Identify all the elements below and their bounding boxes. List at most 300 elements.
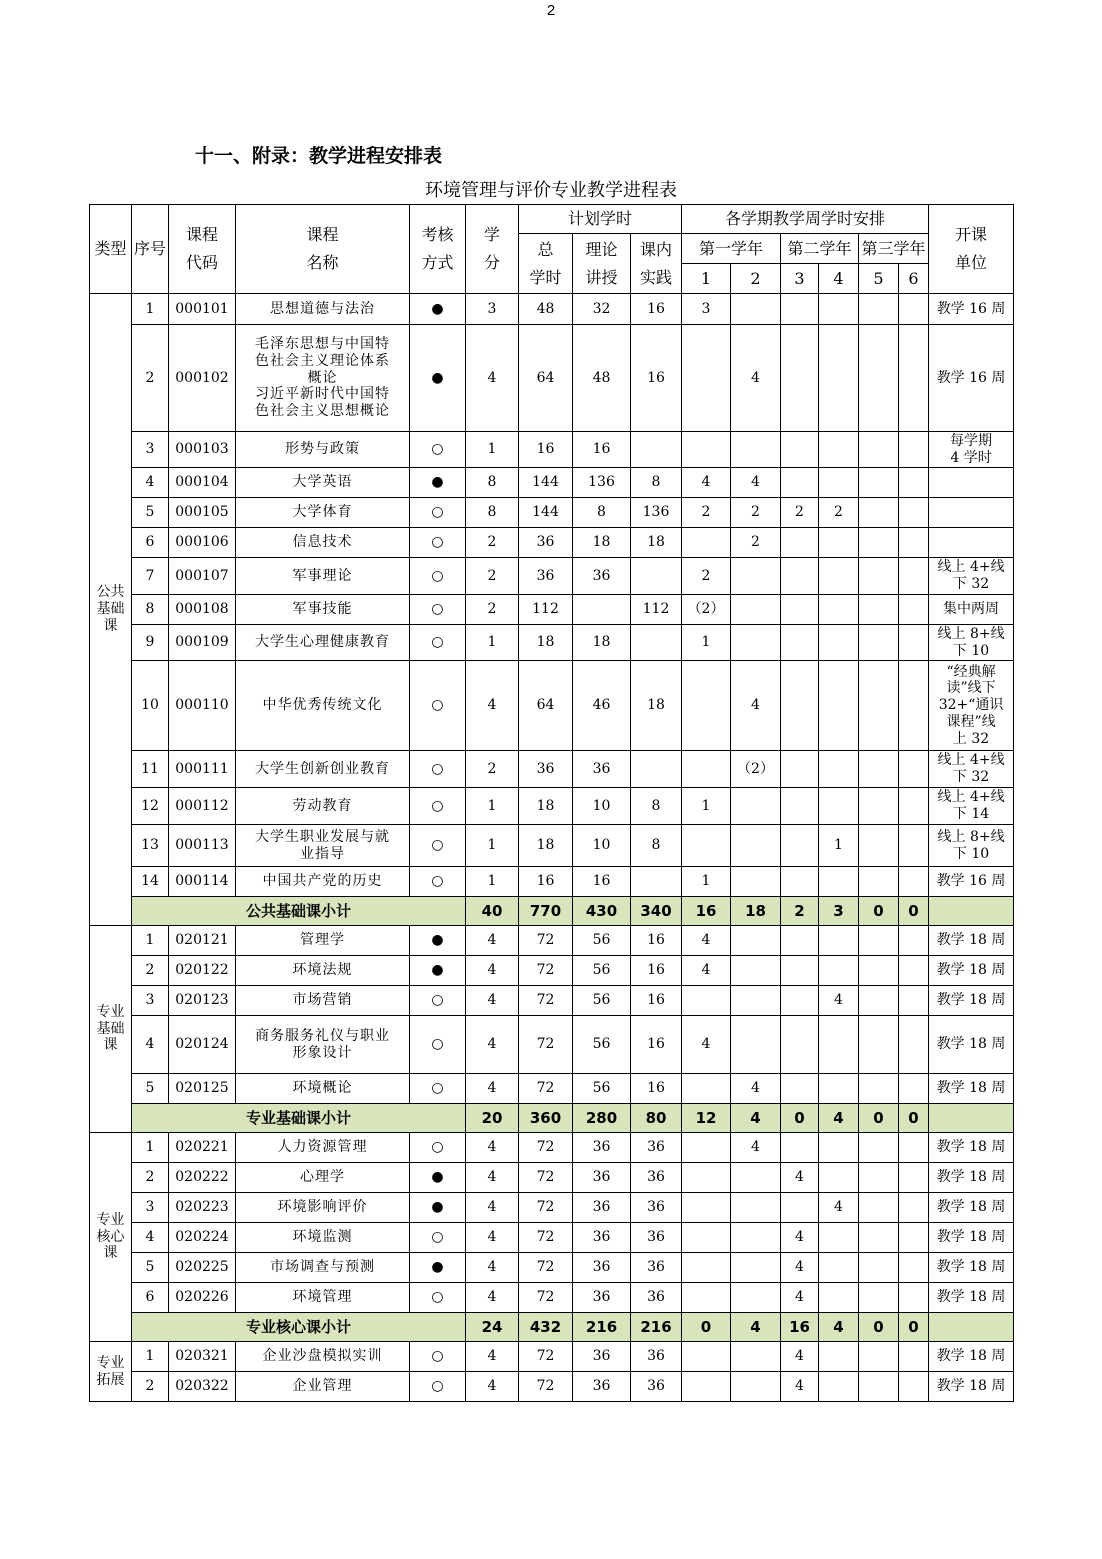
course-name-line: 中国共产党的历史	[262, 873, 383, 890]
theory-hours: 56	[573, 926, 631, 956]
course-code: 020223	[169, 1193, 236, 1223]
total-hours: 36	[519, 751, 573, 788]
header-assess-line1: 考核	[421, 225, 454, 244]
term-hours	[859, 1223, 899, 1253]
theory-hours	[573, 595, 631, 625]
term-hours	[899, 325, 929, 432]
header-credit-line2: 分	[483, 253, 500, 272]
seq-cell: 5	[132, 1253, 169, 1283]
course-code: 000113	[169, 825, 236, 867]
seq-cell: 4	[132, 1223, 169, 1253]
practice-hours	[631, 432, 682, 468]
practice-hours: 8	[631, 788, 682, 825]
term-hours	[899, 751, 929, 788]
course-code: 020321	[169, 1342, 236, 1372]
course-name	[236, 867, 410, 897]
term-hours	[859, 432, 899, 468]
subtotal-term: 16	[682, 897, 731, 926]
header-code-line1: 课程	[185, 225, 218, 244]
term-hours	[781, 325, 819, 432]
assessment-mark: ○	[410, 1223, 466, 1253]
unit-note	[929, 468, 1014, 498]
table-row	[90, 956, 1014, 986]
term-hours	[859, 625, 899, 661]
unit-note-line: 线上 8+线	[937, 828, 1005, 845]
term-hours	[819, 1342, 859, 1372]
term-hours	[819, 468, 859, 498]
unit-note	[929, 1133, 1014, 1163]
assessment-mark: ○	[410, 432, 466, 468]
unit-note	[929, 528, 1014, 558]
term-hours: 1	[682, 867, 731, 897]
header-term: 2	[731, 264, 781, 294]
term-hours	[731, 956, 781, 986]
term-hours: 3	[682, 294, 731, 325]
assessment-mark: ○	[410, 825, 466, 867]
practice-hours: 36	[631, 1253, 682, 1283]
term-hours	[731, 867, 781, 897]
term-hours: 4	[781, 1342, 819, 1372]
term-hours	[859, 825, 899, 867]
course-name	[236, 1133, 410, 1163]
term-hours: 4	[781, 1283, 819, 1313]
practice-hours: 112	[631, 595, 682, 625]
header-seq: 序号	[132, 205, 169, 294]
term-hours	[859, 468, 899, 498]
term-hours	[781, 1193, 819, 1223]
term-hours: 4	[682, 468, 731, 498]
course-name-line: 环境监测	[292, 1229, 353, 1246]
credit-cell: 4	[466, 986, 519, 1016]
unit-note-line: 下 14	[952, 806, 990, 822]
seq-cell: 1	[132, 294, 169, 325]
unit-note-line: 教学 18 周	[936, 1289, 1006, 1306]
unit-note-line: 集中两周	[943, 601, 1000, 618]
header-practice-line2: 实践	[639, 267, 672, 287]
unit-note-line: 教学 18 周	[936, 1036, 1006, 1053]
course-name	[236, 956, 410, 986]
term-hours	[899, 1074, 929, 1104]
credit-cell: 4	[466, 1133, 519, 1163]
practice-hours	[631, 625, 682, 661]
term-hours	[819, 1133, 859, 1163]
theory-hours: 18	[573, 625, 631, 661]
term-hours	[731, 595, 781, 625]
course-name	[236, 1193, 410, 1223]
theory-hours: 36	[573, 1372, 631, 1402]
course-type-line: 拓展	[96, 1371, 125, 1388]
course-name-line: 大学体育	[292, 504, 353, 521]
credit-cell: 4	[466, 325, 519, 432]
term-hours	[682, 1223, 731, 1253]
header-practice-line1: 课内	[639, 239, 672, 259]
header-term: 3	[781, 264, 819, 294]
total-hours: 144	[519, 468, 573, 498]
term-hours	[682, 751, 731, 788]
seq-cell: 3	[132, 986, 169, 1016]
total-hours: 18	[519, 788, 573, 825]
course-name-line: 环境法规	[292, 962, 353, 979]
assessment-mark: ○	[410, 1016, 466, 1074]
subtotal-practice: 340	[631, 897, 682, 926]
unit-note	[929, 986, 1014, 1016]
unit-note	[929, 788, 1014, 825]
term-hours: 2	[682, 498, 731, 528]
theory-hours: 56	[573, 1016, 631, 1074]
term-hours	[899, 625, 929, 661]
assessment-mark: ○	[410, 1342, 466, 1372]
theory-hours: 36	[573, 1253, 631, 1283]
theory-hours: 56	[573, 956, 631, 986]
course-name-line: 环境概论	[292, 1080, 353, 1097]
term-hours	[819, 528, 859, 558]
term-hours	[731, 294, 781, 325]
term-hours: 4	[819, 986, 859, 1016]
credit-cell: 4	[466, 1074, 519, 1104]
subtotal-theory: 216	[573, 1313, 631, 1342]
term-hours: （2）	[731, 751, 781, 788]
term-hours	[781, 751, 819, 788]
unit-note	[929, 825, 1014, 867]
term-hours: 4	[731, 661, 781, 751]
course-type-line: 课	[103, 1245, 118, 1262]
table-row	[90, 867, 1014, 897]
term-hours	[859, 325, 899, 432]
header-credit	[466, 205, 519, 294]
term-hours	[859, 498, 899, 528]
subtotal-row	[90, 1104, 1014, 1133]
seq-cell: 2	[132, 1163, 169, 1193]
table-row	[90, 926, 1014, 956]
table-row	[90, 825, 1014, 867]
unit-note	[929, 1223, 1014, 1253]
term-hours	[781, 986, 819, 1016]
assessment-mark: ●	[410, 1193, 466, 1223]
course-name-line: 大学生心理健康教育	[255, 634, 390, 651]
term-hours	[731, 1193, 781, 1223]
term-hours	[781, 1133, 819, 1163]
subtotal-term: 16	[781, 1313, 819, 1342]
practice-hours: 8	[631, 825, 682, 867]
course-name-line: 色社会主义理论体系	[255, 352, 390, 369]
table-row	[90, 751, 1014, 788]
header-code-line2: 代码	[185, 253, 218, 272]
credit-cell: 1	[466, 867, 519, 897]
theory-hours: 56	[573, 986, 631, 1016]
assessment-mark: ○	[410, 1372, 466, 1402]
course-name	[236, 1253, 410, 1283]
course-name	[236, 625, 410, 661]
term-hours	[859, 1133, 899, 1163]
term-hours	[819, 956, 859, 986]
header-assess-line2: 方式	[421, 253, 454, 272]
term-hours	[781, 558, 819, 595]
header-type: 类型	[90, 205, 132, 294]
unit-note-line: 下 10	[952, 845, 990, 862]
term-hours	[899, 926, 929, 956]
theory-hours: 36	[573, 1223, 631, 1253]
term-hours	[899, 432, 929, 468]
unit-note-line: 教学 18 周	[936, 1139, 1006, 1156]
assessment-mark: ○	[410, 788, 466, 825]
course-type-line: 公共	[96, 584, 125, 601]
subtotal-total: 770	[519, 897, 573, 926]
course-type-line: 专业	[96, 1354, 125, 1371]
header-name	[236, 205, 410, 294]
practice-hours: 16	[631, 325, 682, 432]
theory-hours: 18	[573, 528, 631, 558]
unit-note-line: 教学 16 周	[936, 300, 1006, 317]
unit-note	[929, 1163, 1014, 1193]
practice-hours	[631, 867, 682, 897]
seq-cell: 6	[132, 528, 169, 558]
table-row	[90, 325, 1014, 432]
term-hours	[819, 1016, 859, 1074]
unit-note	[929, 1253, 1014, 1283]
subtotal-term: 0	[859, 1104, 899, 1133]
term-hours	[899, 1193, 929, 1223]
header-practice	[631, 234, 682, 294]
total-hours: 72	[519, 1133, 573, 1163]
term-hours	[781, 468, 819, 498]
term-hours	[899, 1283, 929, 1313]
header-code	[169, 205, 236, 294]
course-name	[236, 788, 410, 825]
course-name-line: 大学生职业发展与就	[255, 828, 390, 845]
term-hours	[731, 825, 781, 867]
assessment-mark: ○	[410, 498, 466, 528]
total-hours: 72	[519, 1223, 573, 1253]
header-theory	[573, 234, 631, 294]
term-hours	[899, 294, 929, 325]
term-hours	[819, 1074, 859, 1104]
course-code: 000106	[169, 528, 236, 558]
credit-cell: 2	[466, 558, 519, 595]
term-hours	[781, 595, 819, 625]
table-row	[90, 1074, 1014, 1104]
theory-hours: 36	[573, 1193, 631, 1223]
term-hours: 2	[731, 528, 781, 558]
term-hours	[682, 1193, 731, 1223]
practice-hours: 18	[631, 528, 682, 558]
course-name	[236, 528, 410, 558]
unit-note-line: 32+“通识	[938, 697, 1004, 714]
term-hours	[682, 1372, 731, 1402]
total-hours: 72	[519, 1163, 573, 1193]
subtotal-theory: 280	[573, 1104, 631, 1133]
unit-note	[929, 432, 1014, 468]
header-name-line2: 名称	[306, 253, 339, 272]
assessment-mark: ○	[410, 867, 466, 897]
seq-cell: 10	[132, 661, 169, 751]
term-hours	[682, 1074, 731, 1104]
subtotal-credit: 40	[466, 897, 519, 926]
unit-note-line: 读”线下	[946, 680, 996, 697]
course-name	[236, 661, 410, 751]
table-row	[90, 1342, 1014, 1372]
theory-hours: 10	[573, 825, 631, 867]
theory-hours: 32	[573, 294, 631, 325]
seq-cell: 9	[132, 625, 169, 661]
total-hours: 48	[519, 294, 573, 325]
header-year3: 第三学年	[859, 234, 929, 264]
table-row	[90, 1372, 1014, 1402]
term-hours: 4	[781, 1163, 819, 1193]
total-hours: 64	[519, 325, 573, 432]
subtotal-term: 0	[899, 1313, 929, 1342]
credit-cell: 2	[466, 528, 519, 558]
subtotal-practice: 216	[631, 1313, 682, 1342]
practice-hours: 18	[631, 661, 682, 751]
unit-note-line: 教学 16 周	[936, 873, 1006, 890]
assessment-mark: ○	[410, 528, 466, 558]
course-name-line: 市场调查与预测	[270, 1259, 375, 1276]
subtotal-term: 2	[781, 897, 819, 926]
credit-cell: 4	[466, 1223, 519, 1253]
course-name-line: 毛泽东思想与中国特	[255, 336, 390, 352]
subtotal-term: 0	[899, 1104, 929, 1133]
term-hours	[899, 528, 929, 558]
term-hours	[781, 1016, 819, 1074]
term-hours: 4	[731, 1133, 781, 1163]
term-hours	[859, 751, 899, 788]
table-row	[90, 788, 1014, 825]
seq-cell: 3	[132, 1193, 169, 1223]
unit-note	[929, 1342, 1014, 1372]
seq-cell: 8	[132, 595, 169, 625]
table-row	[90, 498, 1014, 528]
term-hours	[859, 1342, 899, 1372]
theory-hours: 36	[573, 558, 631, 595]
term-hours	[819, 751, 859, 788]
term-hours: 1	[819, 825, 859, 867]
credit-cell: 4	[466, 1193, 519, 1223]
unit-note	[929, 294, 1014, 325]
table-row	[90, 1223, 1014, 1253]
term-hours: 4	[682, 956, 731, 986]
course-code: 020226	[169, 1283, 236, 1313]
unit-note	[929, 1283, 1014, 1313]
course-name-line: 思想道德与法治	[270, 300, 375, 317]
term-hours	[682, 825, 731, 867]
course-code: 000102	[169, 325, 236, 432]
term-hours	[899, 498, 929, 528]
term-hours	[731, 1016, 781, 1074]
table-row	[90, 1133, 1014, 1163]
term-hours	[899, 788, 929, 825]
table-row	[90, 1193, 1014, 1223]
header-plan-hours: 计划学时	[519, 205, 682, 234]
subtotal-row	[90, 1313, 1014, 1342]
practice-hours: 16	[631, 1016, 682, 1074]
term-hours	[859, 1163, 899, 1193]
course-name-line: 中华优秀传统文化	[262, 697, 383, 714]
course-name	[236, 432, 410, 468]
subtotal-term: 4	[731, 1104, 781, 1133]
unit-note	[929, 498, 1014, 528]
term-hours	[731, 625, 781, 661]
term-hours	[731, 1283, 781, 1313]
theory-hours: 8	[573, 498, 631, 528]
unit-note-line: 教学 18 周	[936, 1378, 1006, 1395]
course-name	[236, 1016, 410, 1074]
assessment-mark: ●	[410, 1253, 466, 1283]
unit-note	[929, 956, 1014, 986]
term-hours	[781, 788, 819, 825]
subtotal-term: 4	[819, 1313, 859, 1342]
course-code: 020124	[169, 1016, 236, 1074]
term-hours: 4	[781, 1253, 819, 1283]
total-hours: 36	[519, 558, 573, 595]
course-code: 000103	[169, 432, 236, 468]
term-hours: 4	[731, 1074, 781, 1104]
term-hours	[859, 294, 899, 325]
subtotal-total: 432	[519, 1313, 573, 1342]
assessment-mark: ●	[410, 325, 466, 432]
subtotal-term: 3	[819, 897, 859, 926]
theory-hours: 16	[573, 432, 631, 468]
term-hours	[682, 1163, 731, 1193]
subtotal-term: 0	[859, 897, 899, 926]
practice-hours	[631, 751, 682, 788]
table-row	[90, 625, 1014, 661]
term-hours	[819, 661, 859, 751]
total-hours: 16	[519, 867, 573, 897]
assessment-mark: ●	[410, 468, 466, 498]
unit-note-line: 教学 18 周	[936, 962, 1006, 979]
term-hours	[899, 1133, 929, 1163]
unit-note	[929, 625, 1014, 661]
term-hours: 2	[731, 498, 781, 528]
header-total	[519, 234, 573, 294]
course-code: 020125	[169, 1074, 236, 1104]
term-hours	[781, 825, 819, 867]
section-heading: 十一、附录：教学进程安排表	[195, 145, 443, 167]
course-name-line: 环境管理	[292, 1289, 353, 1306]
table-row	[90, 558, 1014, 595]
course-name	[236, 498, 410, 528]
course-code: 000107	[169, 558, 236, 595]
course-code: 020121	[169, 926, 236, 956]
subtotal-label: 公共基础课小计	[132, 897, 466, 926]
unit-note-line: 教学 18 周	[936, 1199, 1006, 1216]
header-term: 5	[859, 264, 899, 294]
term-hours	[899, 1016, 929, 1074]
course-name-line: 心理学	[300, 1169, 345, 1186]
assessment-mark: ○	[410, 1133, 466, 1163]
course-name-line: 市场营销	[292, 992, 353, 1009]
unit-note-line: 线上 8+线	[937, 625, 1005, 642]
practice-hours: 36	[631, 1342, 682, 1372]
practice-hours: 8	[631, 468, 682, 498]
unit-note	[929, 1193, 1014, 1223]
course-name-line: 管理学	[300, 932, 345, 949]
term-hours	[781, 926, 819, 956]
total-hours: 72	[519, 986, 573, 1016]
course-name	[236, 825, 410, 867]
subtotal-total: 360	[519, 1104, 573, 1133]
practice-hours: 16	[631, 956, 682, 986]
term-hours	[899, 1223, 929, 1253]
term-hours	[899, 867, 929, 897]
subtotal-credit: 20	[466, 1104, 519, 1133]
term-hours	[819, 1223, 859, 1253]
subtotal-term: 0	[781, 1104, 819, 1133]
term-hours	[859, 867, 899, 897]
term-hours	[899, 956, 929, 986]
table-row	[90, 432, 1014, 468]
subtotal-term: 0	[682, 1313, 731, 1342]
